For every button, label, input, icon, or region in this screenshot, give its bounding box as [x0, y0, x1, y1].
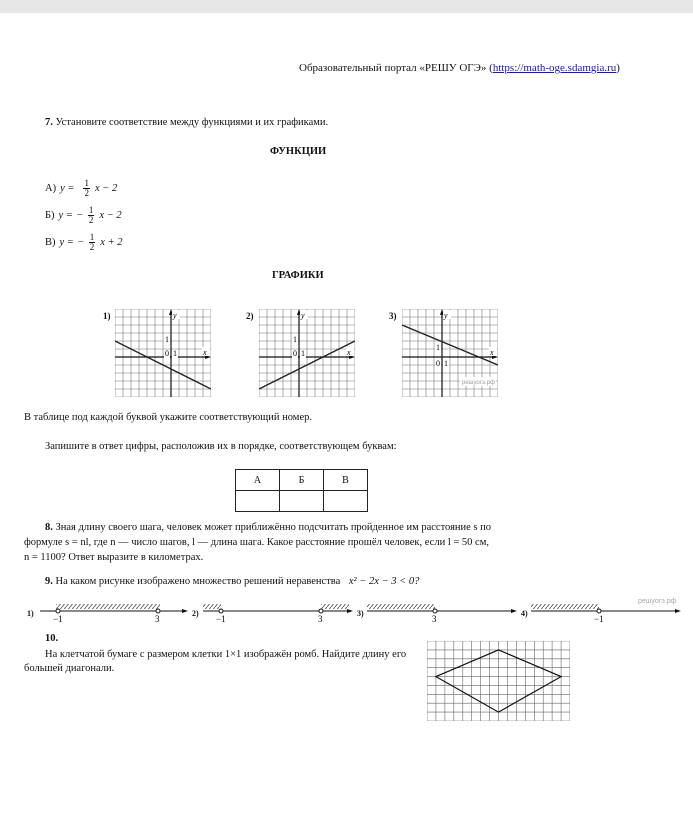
rhombus-grid: [427, 641, 570, 721]
svg-text:1: 1: [165, 335, 169, 344]
function-b: Б) y = − $\frac{1}{2}$ x − 2: [45, 204, 122, 225]
task9-watermark: решуогэ.рф: [638, 598, 677, 605]
number-line-3: [367, 602, 517, 624]
option-2-label: 2): [192, 609, 199, 618]
answer-header-a: А: [236, 470, 280, 491]
svg-text:0: 0: [165, 349, 169, 358]
portal-link[interactable]: https://math-oge.sdamgia.ru: [492, 62, 617, 74]
answer-table: [235, 469, 368, 512]
number-line-2: [203, 602, 353, 624]
option-3-label: 3): [357, 609, 364, 618]
svg-text:y: y: [444, 311, 448, 320]
number-line-1: [38, 602, 188, 624]
svg-text:−1: −1: [53, 614, 63, 624]
graph-3-label: 3): [389, 311, 397, 321]
graph-2: [259, 309, 355, 397]
task8-line2: формуле s = nl, где n — число шагов, l — длина шага. Какое расстояние прошёл человек, если l = 50 см,: [24, 537, 489, 548]
svg-text:3: 3: [318, 614, 323, 624]
graph-1-label: 1): [103, 311, 111, 321]
answer-cell-b[interactable]: [280, 491, 324, 512]
task7-prompt: 7. Установите соответствие между функциями и их графиками.: [45, 117, 329, 128]
portal-header: Образовательный портал «РЕШУ ОГЭ» (https://math-oge.sdamgia.ru): [299, 62, 620, 74]
option-4-label: 4): [521, 609, 528, 618]
svg-text:1: 1: [173, 349, 177, 358]
svg-text:0: 0: [436, 359, 440, 368]
answer-cell-a[interactable]: [236, 491, 280, 512]
svg-text:3: 3: [432, 614, 437, 624]
task8-line3: n = 1100? Ответ выразите в километрах.: [24, 552, 204, 563]
svg-text:1: 1: [293, 335, 297, 344]
graph-2-label: 2): [246, 311, 254, 321]
svg-text:1: 1: [436, 343, 440, 352]
answer-cell-c[interactable]: [324, 491, 368, 512]
svg-text:1: 1: [444, 359, 448, 368]
svg-text:y: y: [173, 311, 177, 320]
option-1-label: 1): [27, 609, 34, 618]
svg-text:1: 1: [301, 349, 305, 358]
svg-text:−1: −1: [594, 614, 604, 624]
graphs-title: ГРАФИКИ: [272, 270, 324, 281]
svg-text:y: y: [301, 311, 305, 320]
task10-text: На клетчатой бумаге с размером клетки 1×1 изображён ромб. Найдите длину его большей диагонали.: [24, 649, 407, 674]
functions-title: ФУНКЦИИ: [270, 146, 327, 157]
svg-text:−1: −1: [216, 614, 226, 624]
number-line-4: [531, 602, 681, 624]
svg-text:x: x: [203, 348, 207, 357]
graph-1: [115, 309, 211, 397]
svg-text:0: 0: [293, 349, 297, 358]
svg-text:3: 3: [155, 614, 160, 624]
task10-number: 10.: [45, 633, 59, 644]
svg-text:x: x: [490, 348, 494, 357]
instruction-2: Запишите в ответ цифры, расположив их в порядке, соответствующем буквам:: [45, 441, 397, 452]
function-a: А) y = $\frac{1}{2}$ x − 2: [45, 177, 118, 198]
svg-text:решуогэ.рф: решуогэ.рф: [462, 380, 495, 386]
task8-line1: 8. Зная длину своего шага, человек может приближённо подсчитать пройденное им расстояние s по: [45, 522, 492, 533]
function-c: В) y = − $\frac{1}{2}$ x + 2: [45, 231, 123, 252]
graph-3: [402, 309, 498, 397]
answer-header-b: Б: [280, 470, 324, 491]
svg-text:x: x: [347, 348, 351, 357]
task9-prompt: 9. На каком рисунке изображено множество решений неравенства x² − 2x − 3 < 0?: [45, 576, 420, 587]
top-bar: [0, 0, 693, 13]
answer-header-c: В: [324, 470, 368, 491]
instruction-1: В таблице под каждой буквой укажите соответствующий номер.: [24, 412, 312, 423]
